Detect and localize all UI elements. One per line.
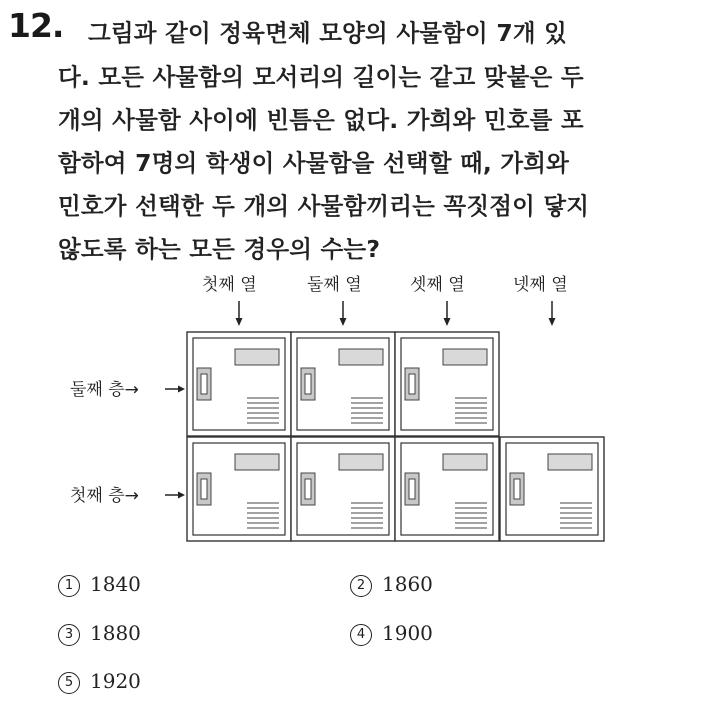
column-label-3: 셋째 열 — [410, 275, 465, 295]
question-text-line-6: 않도록 하는 모든 경우의 수는? — [58, 235, 381, 263]
name-plate — [443, 349, 487, 365]
locker-floor1-col3 — [395, 437, 499, 541]
locker-handle-inner — [201, 479, 207, 499]
name-plate — [235, 454, 279, 470]
right-arrow-head-icon — [178, 492, 185, 499]
name-plate — [235, 349, 279, 365]
name-plate — [443, 454, 487, 470]
down-arrow-head-icon — [444, 318, 451, 326]
column-label-4: 넷째 열 — [513, 275, 568, 295]
name-plate — [339, 349, 383, 365]
choice-5[interactable] — [58, 669, 141, 694]
name-plate — [548, 454, 592, 470]
locker-floor1-col2 — [291, 437, 395, 541]
row-label-second-floor-text: 둘째 층 — [70, 380, 125, 400]
choice-1[interactable] — [58, 572, 141, 597]
question-text-line-3: 개의 사물함 사이에 빈틈은 없다. 가희와 민호를 포 — [58, 106, 584, 134]
right-arrow-icon: → — [124, 380, 139, 400]
locker-handle-inner — [305, 374, 311, 394]
choice-value: 1840 — [90, 572, 141, 596]
choice-marker: 4 — [350, 624, 372, 646]
down-arrow-head-icon — [236, 318, 243, 326]
question-text-line-2: 다. 모든 사물함의 모서리의 길이는 같고 맞붙은 두 — [58, 63, 584, 91]
choice-3[interactable] — [58, 621, 141, 646]
locker-handle-inner — [409, 479, 415, 499]
choice-value: 1860 — [382, 572, 433, 596]
locker-handle-inner — [409, 374, 415, 394]
question-text-line-1: 그림과 같이 정육면체 모양의 사물함이 7개 있 — [88, 19, 568, 47]
question-text-line-4: 함하여 7명의 학생이 사물함을 선택할 때, 가희와 — [58, 149, 570, 177]
down-arrow-head-icon — [549, 318, 556, 326]
locker-floor2-col3 — [395, 332, 499, 436]
locker-floor1-col4 — [500, 437, 604, 541]
choice-2[interactable] — [350, 572, 433, 597]
question-text-line-5: 민호가 선택한 두 개의 사물함끼리는 꼭짓점이 닿지 — [58, 192, 590, 220]
question-number: 12. — [8, 6, 64, 45]
locker-handle-inner — [305, 479, 311, 499]
choice-marker: 5 — [58, 672, 80, 694]
name-plate — [339, 454, 383, 470]
choice-marker: 3 — [58, 624, 80, 646]
choice-marker: 2 — [350, 575, 372, 597]
right-arrow-icon: → — [124, 486, 139, 506]
choice-marker: 1 — [58, 575, 80, 597]
locker-handle-inner — [514, 479, 520, 499]
choice-value: 1900 — [382, 621, 433, 645]
choice-value: 1880 — [90, 621, 141, 645]
down-arrow-head-icon — [340, 318, 347, 326]
locker-handle-inner — [201, 374, 207, 394]
row-label-first-floor-text: 첫째 층 — [70, 486, 125, 506]
column-label-1: 첫째 열 — [202, 275, 257, 295]
column-label-2: 둘째 열 — [307, 275, 362, 295]
locker-floor2-col1 — [187, 332, 291, 436]
locker-floor1-col1 — [187, 437, 291, 541]
choice-4[interactable] — [350, 621, 433, 646]
choice-value: 1920 — [90, 669, 141, 693]
locker-floor2-col2 — [291, 332, 395, 436]
right-arrow-head-icon — [178, 386, 185, 393]
